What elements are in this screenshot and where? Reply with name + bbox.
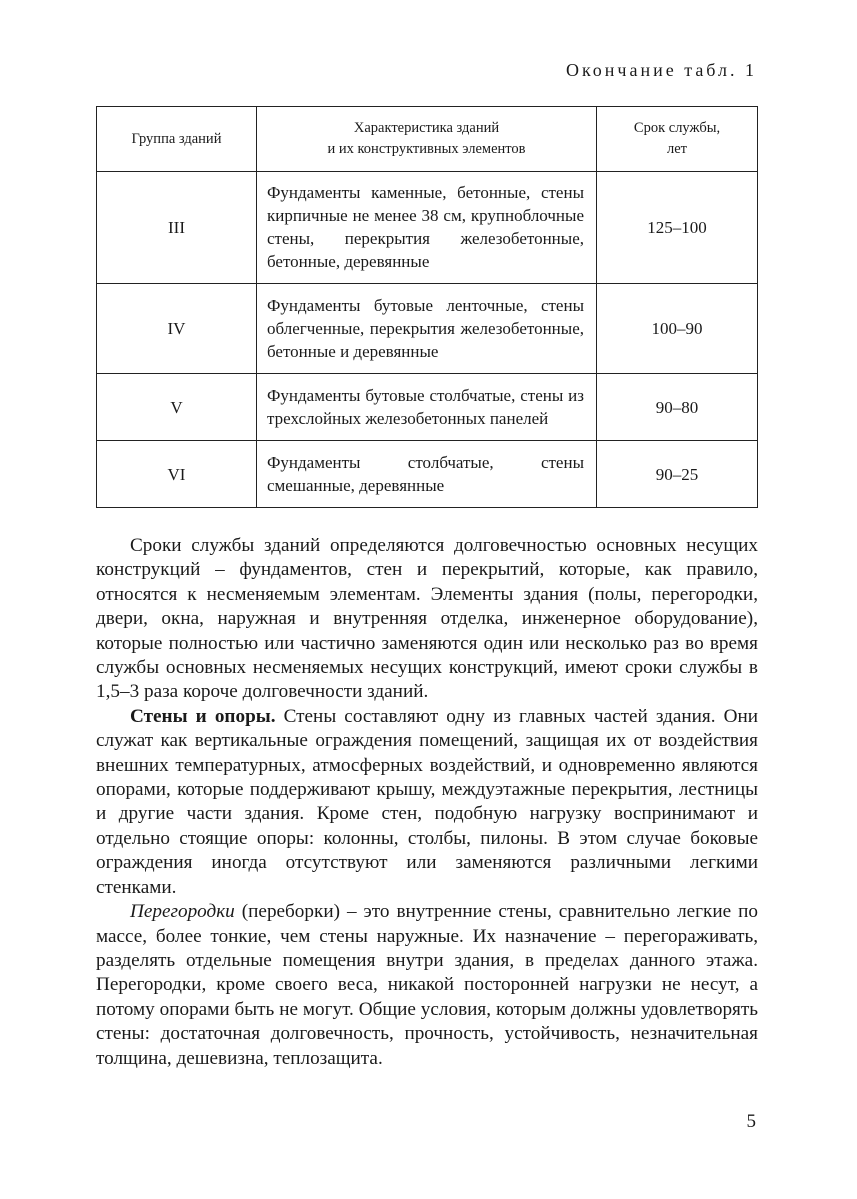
header-service-life-line2: лет [666,141,687,157]
table-row [97,172,758,284]
header-characteristics [257,107,597,172]
table-header-row [97,107,758,172]
header-characteristics-line1: Характеристика зданий [353,120,500,136]
building-service-life-table [96,106,758,508]
service-life-cell: 100–90 [597,284,758,374]
term-partitions: Перегородки [130,901,235,923]
group-cell: VI [97,441,257,508]
paragraph-partitions [96,900,758,1071]
service-life-cell: 125–100 [597,172,758,284]
table-row [97,441,758,508]
service-life-cell: 90–25 [597,441,758,508]
paragraph-partitions-text: (переборки) – это внутренние стены, сравнительно легкие по массе, более тонкие, чем стены наружные. Их назначение – перегораживать, разделять отдельные помещения внутри здания, в пределах данного этажа. Перегородки, кроме своего веса, никакой посторонней нагрузки не несут, а потому опорами быть не могут. Общие условия, которым должны удовлетворять стены: достаточная долговечность, прочность, устойчивость, незначительная толщина, дешевизна, теплозащита. [96,901,758,1069]
paragraph-walls-text: Стены составляют одну из главных частей здания. Они служат как вертикальные ограждения помещений, защищая их от воздействия внешних температурных, атмосферных воздействий, и одновременно являются опорами, которые поддерживают крышу, междуэтажные перекрытия, лестницы и другие части здания. Кроме стен, подобную нагрузку воспринимают и отдельно стоящие опоры: колонны, столбы, пилоны. В этом случае боковые ограждения иногда отсутствуют или заменяются различными легкими стенками. [96,705,759,898]
table-continuation-caption: Окончание табл. 1 [565,60,757,80]
group-cell: III [97,172,257,284]
header-characteristics-line2: и их конструктивных элементов [327,141,526,157]
description-cell: Фундаменты столбчатые, стены смешанные, деревянные [257,441,597,508]
description-cell: Фундаменты бутовые столбчатые, стены из трехслойных железобетонных панелей [257,374,597,441]
page-number: 5 [746,1111,756,1132]
description-cell: Фундаменты каменные, бетонные, стены кирпичные не менее 38 см, крупноблочные стены, перекрытия железобетонные, бетонные, деревянные [257,172,597,284]
paragraph-service-life: Сроки службы зданий определяются долговечностью основных несущих конструкций – фундаментов, стен и перекрытий, которые, как правило, относятся к несменяемым элементам. Элементы здания (полы, перегородки, двери, окна, наружная и внутренняя отделка, инженерное оборудование), которые полностью или частично заменяются один или несколько раз во время службы основных несменяемых несущих конструкций, имеют сроки службы в 1,5–3 раза короче долговечности зданий. [96,535,758,703]
header-service-life [597,107,758,172]
body-text [96,534,758,1071]
section-heading-walls: Стены и опоры. [130,705,276,727]
group-cell: V [97,374,257,441]
paragraph-walls-supports [96,705,758,900]
table-row [97,374,758,441]
header-service-life-line1: Срок службы, [633,120,721,136]
table-row [97,284,758,374]
service-life-cell: 90–80 [597,374,758,441]
header-group: Группа зданий [97,107,257,172]
group-cell: IV [97,284,257,374]
description-cell: Фундаменты бутовые ленточные, стены облегченные, перекрытия железобетонные, бетонные и деревянные [257,284,597,374]
